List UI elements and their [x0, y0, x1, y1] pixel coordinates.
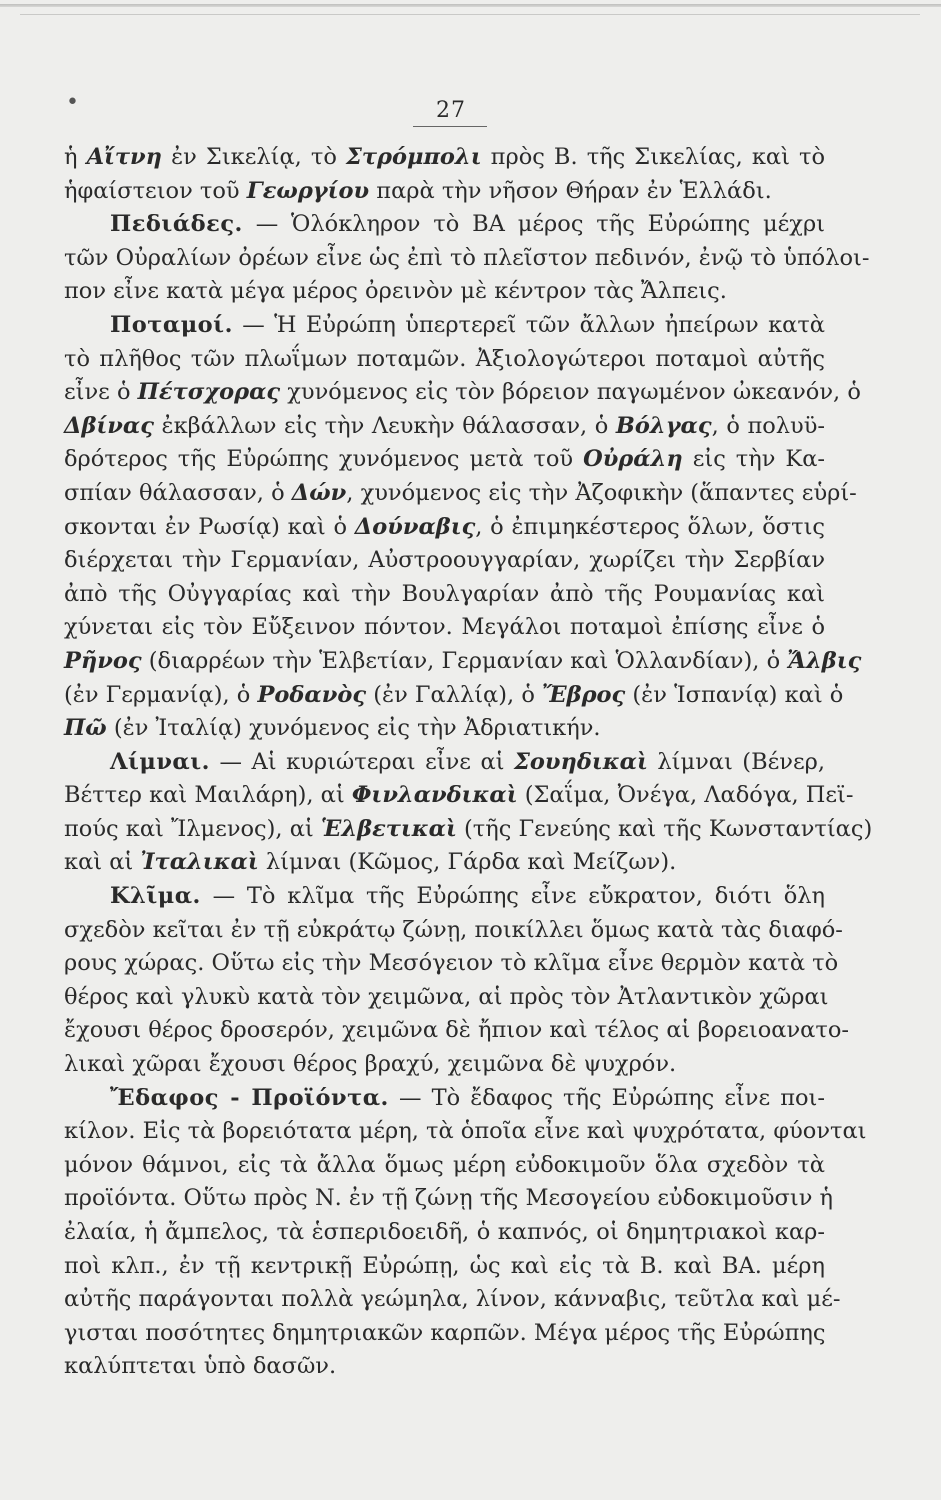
section-heading: Κλῖμα. [110, 883, 201, 910]
text-segment: πρὸς Β. τῆς Σικελίας, καὶ τὸ [481, 144, 825, 170]
text-segment: πον εἶνε κατὰ μέγα μέρος ὀρεινὸν μὲ κέντρον τὰς Ἄλπεις. [64, 278, 727, 305]
emphasized-term: Οὐράλη [583, 446, 683, 473]
text-line [64, 1216, 825, 1250]
section-heading: Πεδιάδες. [110, 211, 243, 238]
text-line [64, 1149, 825, 1183]
text-segment: σκονται ἐν Ρωσίᾳ) καὶ ὁ [64, 513, 355, 540]
text-segment: ἡφαίστειον τοῦ [64, 177, 247, 204]
text-segment: αὐτῆς παράγονται πολλὰ γεώμηλα, λίνον, κάνναβις, τεῦτλα καὶ μέ- [64, 1286, 841, 1313]
text-line [64, 175, 825, 209]
text-segment: ἀπὸ τῆς Οὐγγαρίας καὶ τὴν Βουλγαρίαν ἀπὸ τῆς Ρουμανίας καὶ [64, 580, 825, 607]
text-line [64, 1250, 825, 1284]
text-segment: (διαρρέων τὴν Ἑλβετίαν, Γερμανίαν καὶ Ὁλλανδίαν), ὁ [141, 647, 788, 674]
section-heading: Λίμναι. [110, 748, 210, 775]
text-segment: , ὁ πολυϋ- [711, 412, 826, 439]
emphasized-term: Ἔβρος [542, 681, 626, 708]
text-segment: καὶ αἱ [64, 849, 141, 876]
text-line [64, 208, 825, 242]
text-line [64, 443, 825, 477]
text-segment: πούς καὶ Ἴλμενος), αἱ [64, 815, 321, 842]
text-line [64, 477, 857, 511]
text-segment: καλύπτεται ὑπὸ δασῶν. [64, 1353, 337, 1380]
text-line [64, 242, 870, 276]
text-segment: εἶνε ὁ [64, 379, 138, 406]
text-segment: θέρος καὶ γλυκὺ κατὰ τὸν χειμῶνα, αἱ πρὸς τὸν Ἀτλαντικὸν χῶραι [64, 983, 829, 1010]
text-line [64, 779, 854, 813]
text-line [64, 712, 825, 746]
text-segment: παρὰ τὴν νῆσον Θήραν ἐν Ἑλλάδι. [369, 177, 772, 204]
text-line [64, 1283, 841, 1317]
emphasized-term: Δών [291, 479, 347, 506]
body-text [64, 141, 873, 1384]
text-segment: λίμναι (Κῶμος, Γάρδα καὶ Μείζων). [258, 849, 677, 876]
speck-mark: • [66, 90, 79, 115]
page-number-rule [413, 126, 487, 127]
text-segment: , ὁ ἐπιμηκέστερος ὅλων, ὅστις [475, 513, 825, 540]
text-segment: λίμναι (Βένερ, [647, 748, 825, 775]
text-line [64, 511, 825, 545]
text-segment: ρους χώρας. Οὕτω εἰς τὴν Μεσόγειον τὸ κλῖμα εἶνε θερμὸν κατὰ τὸ [64, 950, 839, 977]
text-line [64, 275, 825, 309]
text-line [64, 645, 862, 679]
text-segment: διέρχεται τὴν Γερμανίαν, Αὐστροουγγαρίαν, χωρίζει τὴν Σερβίαν [64, 547, 825, 574]
text-segment: — Τὸ ἔδαφος τῆς Εὐρώπης εἶνε ποι- [388, 1084, 825, 1111]
text-line [64, 880, 825, 914]
emphasized-term: Ἰταλικαὶ [140, 849, 259, 876]
text-segment: — Αἱ κυριώτεραι εἶνε αἱ [209, 748, 514, 775]
text-line [64, 1182, 833, 1216]
text-line [64, 544, 825, 578]
text-segment: σχεδὸν κεῖται ἐν τῇ εὐκράτῳ ζώνῃ, ποικίλλει ὅμως κατὰ τὰς διαφό- [64, 916, 843, 943]
text-segment: (Σαΐμα, Ὀνέγα, Λαδόγα, Πεϊ- [517, 782, 854, 809]
emphasized-term: Βόλγας [615, 412, 712, 439]
text-segment: κίλον. Εἰς τὰ βορειότατα μέρη, τὰ ὁποῖα εἶνε καὶ ψυχρότατα, φύονται [64, 1118, 867, 1145]
text-segment: προϊόντα. Οὕτω πρὸς Ν. ἐν τῇ ζώνῃ τῆς Μεσογείου εὐδοκιμοῦσιν ἡ [64, 1185, 833, 1212]
text-segment: ἔχουσι θέρος δροσερόν, χειμῶνα δὲ ἤπιον καὶ τέλος αἱ βορειοανατο- [64, 1017, 849, 1044]
page-top-edge [0, 4, 941, 7]
text-line [64, 376, 861, 410]
text-segment: (τῆς Γενεύης καὶ τῆς Κωνσταντίας) [456, 815, 873, 842]
text-line [64, 611, 825, 645]
text-segment: ἐλαία, ἡ ἄμπελος, τὰ ἑσπεριδοειδῆ, ὁ καπνός, οἱ δημητριακοὶ καρ- [64, 1219, 825, 1245]
text-line [64, 1350, 825, 1384]
text-line [64, 914, 843, 948]
text-segment: λικαὶ χῶραι ἔχουσι θέρος βραχύ, χειμῶνα δὲ ψυχρόν. [64, 1051, 677, 1078]
text-line [64, 343, 825, 377]
text-line [64, 813, 873, 847]
text-line [64, 1317, 825, 1351]
text-segment: μόνον θάμνοι, εἰς τὰ ἄλλα ὅμως μέρη εὐδοκιμοῦν ὅλα σχεδὸν τὰ [64, 1151, 825, 1178]
emphasized-term: Ρῆνος [64, 647, 142, 674]
text-segment: εἰς τὴν Κα- [682, 446, 825, 473]
emphasized-term: Δβίνας [64, 412, 154, 439]
emphasized-term: Φινλανδικαὶ [351, 782, 518, 809]
text-segment: , χυνόμενος εἰς τὴν Ἀζοφικὴν (ἅπαντες εὑρί- [346, 479, 857, 506]
text-segment: σπίαν θάλασσαν, ὁ [64, 479, 292, 506]
text-segment: χυνόμενος εἰς τὸν βόρειον παγωμένον ὠκεανόν, ὁ [280, 379, 861, 406]
text-segment: (ἐν Ἰταλίᾳ) χυνόμενος εἰς τὴν Ἀδριατικήν. [106, 715, 601, 742]
text-line [64, 1048, 825, 1082]
emphasized-term: Σουηδικαὶ [514, 748, 648, 775]
emphasized-term: Πέτσχορας [137, 379, 281, 406]
page-top-rule [20, 14, 920, 15]
text-line [64, 141, 825, 175]
text-segment: ἐν Σικελίᾳ, τὸ [162, 144, 346, 170]
text-segment: Βέττερ καὶ Μαιλάρη), αἱ [64, 782, 352, 809]
text-segment: — Ἡ Εὐρώπη ὑπερτερεῖ τῶν ἄλλων ἠπείρων κατὰ [232, 311, 825, 338]
emphasized-term: Δούναβις [354, 513, 476, 540]
text-line [64, 410, 825, 444]
text-line [64, 981, 829, 1015]
text-line [64, 746, 825, 780]
text-line [64, 679, 844, 713]
emphasized-term: Πῶ [64, 715, 107, 742]
text-segment: τὸ πλῆθος τῶν πλωΐμων ποταμῶν. Ἀξιολογώτεροι ποταμοὶ αὐτῆς [64, 345, 825, 372]
section-heading: Ἔδαφος - Προϊόντα. [110, 1084, 389, 1111]
text-segment: — Τὸ κλῖμα τῆς Εὐρώπης εἶνε εὔκρατον, διότι ὅλη [200, 883, 825, 910]
text-segment: ἡ [64, 144, 87, 170]
emphasized-term: Στρόμπολι [345, 144, 482, 170]
text-segment: δρότερος τῆς Εὐρώπης χυνόμενος μετὰ τοῦ [64, 446, 584, 473]
text-segment: χύνεται εἰς τὸν Εὔξεινον πόντον. Μεγάλοι ποταμοὶ ἐπίσης εἶνε ὁ [64, 614, 825, 641]
text-segment: — Ὁλόκληρον τὸ ΒΑ μέρος τῆς Εὐρώπης μέχρι [242, 211, 825, 238]
text-segment: ποὶ κλπ., ἐν τῇ κεντρικῇ Εὐρώπῃ, ὡς καὶ εἰς τὰ Β. καὶ ΒΑ. μέρη [64, 1252, 825, 1279]
emphasized-term: Γεωργίου [246, 177, 370, 204]
text-segment: ἐκβάλλων εἰς τὴν Λευκὴν θάλασσαν, ὁ [153, 412, 616, 439]
emphasized-term: Ροδανὸς [257, 681, 367, 708]
emphasized-term: Ἄλβις [787, 647, 862, 674]
text-line [64, 1115, 867, 1149]
text-line [64, 846, 825, 880]
text-line [64, 309, 825, 343]
text-line [64, 578, 825, 612]
page-number: 27 [436, 98, 466, 123]
text-segment: (ἐν Γαλλίᾳ), ὁ [366, 681, 543, 708]
text-line [64, 947, 839, 981]
text-segment: γισται ποσότητες δημητριακῶν καρπῶν. Μέγα μέρος τῆς Εὐρώπης [64, 1319, 826, 1346]
section-heading: Ποταμοί. [110, 311, 233, 338]
text-line [64, 1082, 825, 1116]
text-segment: τῶν Οὐραλίων ὀρέων εἶνε ὡς ἐπὶ τὸ πλεῖστον πεδινόν, ἐνῷ τὸ ὑπόλοι- [64, 244, 870, 271]
text-segment: (ἐν Ἱσπανίᾳ) καὶ ὁ [625, 681, 844, 708]
text-line [64, 1014, 849, 1048]
emphasized-term: Ἑλβετικαὶ [320, 815, 457, 842]
emphasized-term: Αἴτνη [86, 144, 163, 170]
text-segment: (ἐν Γερμανίᾳ), ὁ [64, 681, 258, 708]
